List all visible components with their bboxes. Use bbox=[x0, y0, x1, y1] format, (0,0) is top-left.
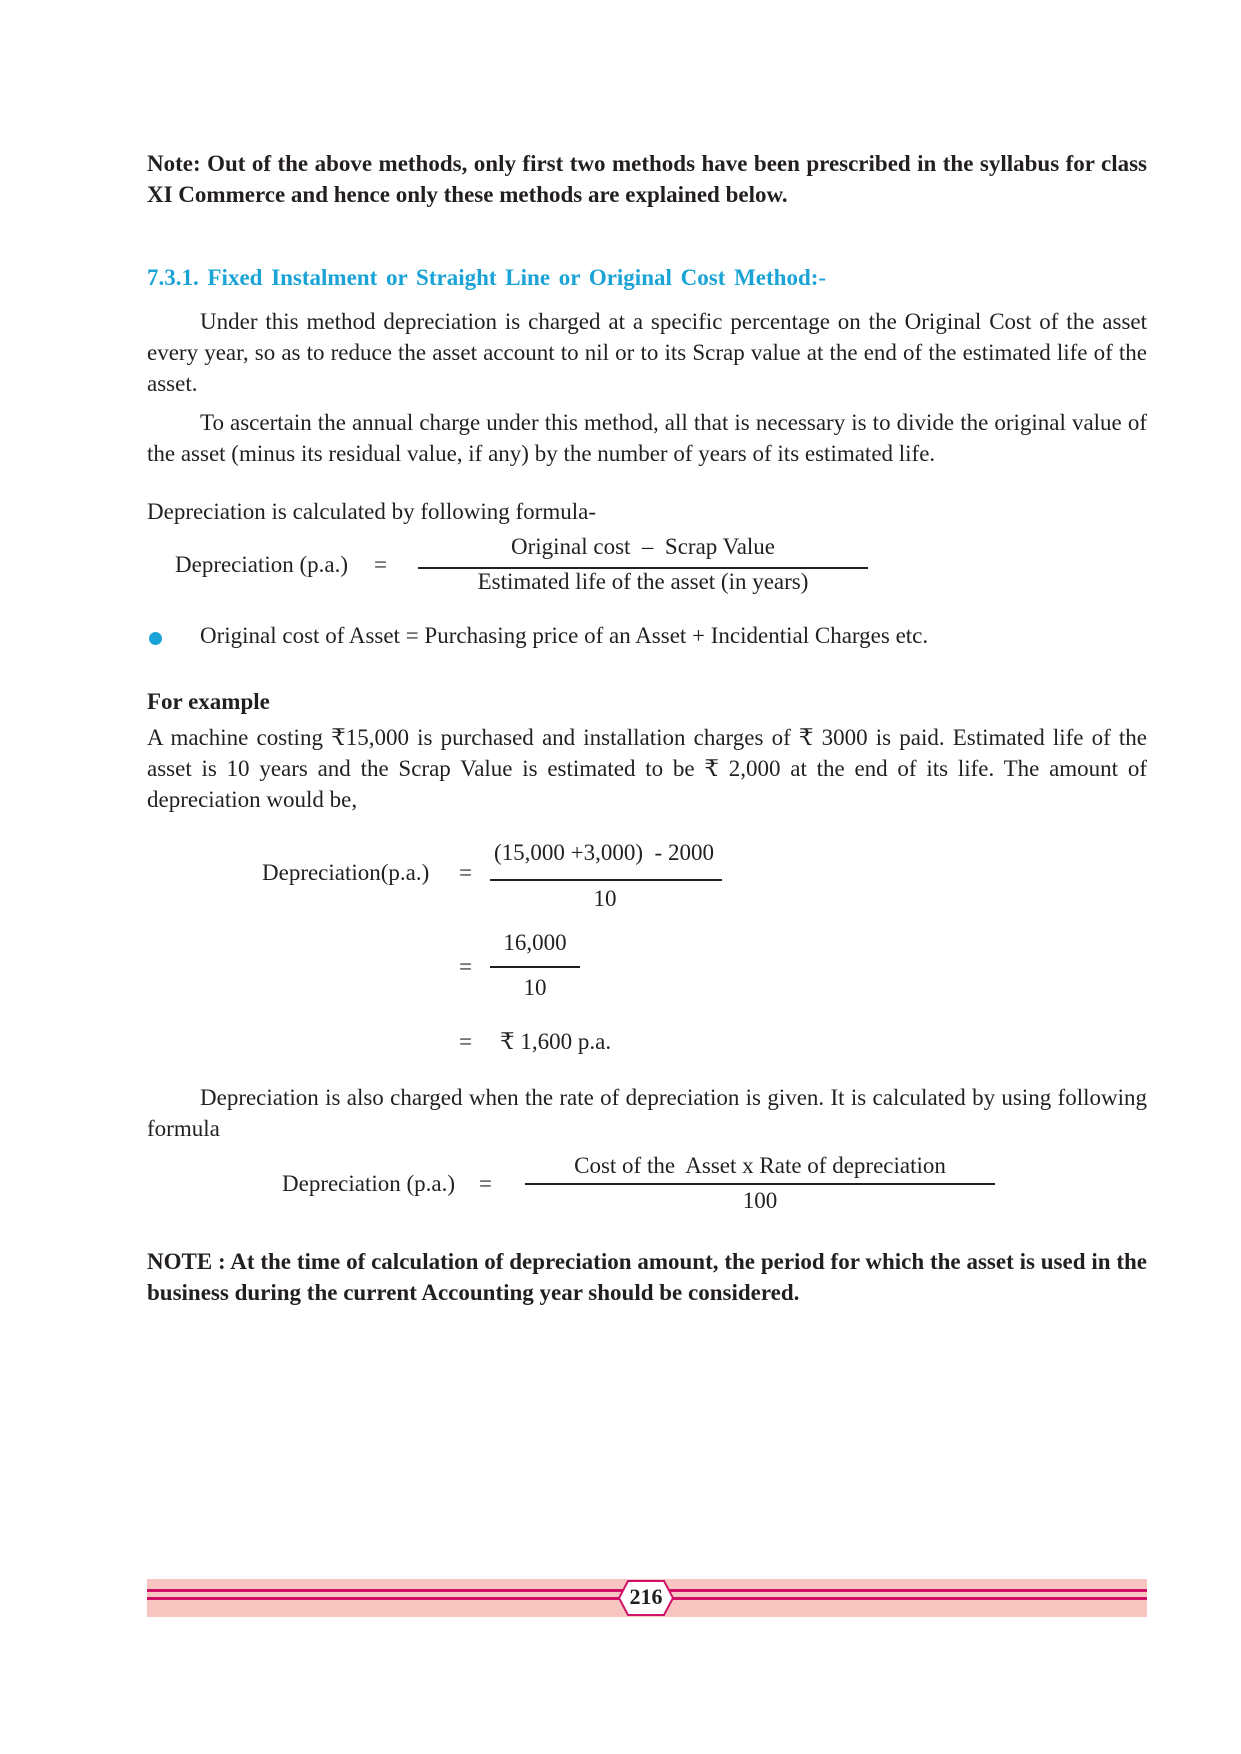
bullet-dot-icon bbox=[149, 632, 162, 645]
page-number: 216 bbox=[629, 1584, 663, 1609]
formula2-fraction-bar bbox=[525, 1183, 995, 1185]
formula-intro: Depreciation is calculated by following formula- bbox=[147, 499, 596, 524]
calc-equals-3: = bbox=[459, 1029, 472, 1054]
example-heading: For example bbox=[147, 689, 270, 714]
bullet-original-cost: Original cost of Asset = Purchasing price of an Asset + Incidential Charges etc. bbox=[200, 623, 929, 648]
note-bottom: NOTE : At the time of calculation of depreciation amount, the period for which the asset is used in the business during the current Accounting year should be considered. bbox=[147, 1249, 1147, 1305]
calc-numerator-1: (15,000 +3,000) - 2000 bbox=[494, 840, 714, 865]
formula1-denominator: Estimated life of the asset (in years) bbox=[477, 569, 809, 594]
calc-denominator-2: 10 bbox=[523, 975, 547, 1000]
example-text: A machine costing ₹15,000 is purchased and installation charges of ₹ 3000 is paid. Estimated life of the asset is 10 years and the Scrap Value is estimated to be ₹ 2,000 at the end of its life. The amount of depreciation would be, bbox=[147, 725, 1147, 812]
calc-denominator-1: 10 bbox=[593, 886, 617, 911]
calc-label: Depreciation(p.a.) bbox=[262, 860, 430, 885]
formula2-equals: = bbox=[479, 1171, 492, 1196]
calc-numerator-2: 16,000 bbox=[503, 930, 567, 955]
section-heading: 7.3.1. Fixed Instalment or Straight Line or Original Cost Method:- bbox=[147, 265, 827, 290]
formula2-label: Depreciation (p.a.) bbox=[282, 1171, 456, 1196]
calc-fraction-bar-1 bbox=[490, 879, 722, 881]
formula1-equals: = bbox=[374, 552, 387, 577]
paragraph-method-description: Under this method depreciation is charged at a specific percentage on the Original Cost of the asset every year, so as to reduce the asset account to nil or to its Scrap value at the end of the estimated life of the asset. bbox=[147, 309, 1147, 396]
formula2-denominator: 100 bbox=[742, 1188, 778, 1213]
calc-fraction-bar-2 bbox=[490, 966, 580, 968]
note-top: Note: Out of the above methods, only first two methods have been prescribed in the syllabus for class XI Commerce and hence only these methods are explained below. bbox=[147, 151, 1147, 207]
paragraph-rate-given: Depreciation is also charged when the rate of depreciation is given. It is calculated by using following formula bbox=[147, 1085, 1147, 1141]
paragraph-annual-charge: To ascertain the annual charge under this method, all that is necessary is to divide the original value of the asset (minus its residual value, if any) by the number of years of its estimated life. bbox=[147, 410, 1147, 466]
formula2-numerator: Cost of the Asset x Rate of depreciation bbox=[574, 1153, 946, 1178]
calc-equals-2: = bbox=[459, 954, 472, 979]
formula1-numerator: Original cost – Scrap Value bbox=[510, 534, 776, 559]
calc-equals-1: = bbox=[459, 860, 472, 885]
calc-result: ₹ 1,600 p.a. bbox=[500, 1029, 612, 1054]
formula1-label: Depreciation (p.a.) bbox=[175, 552, 349, 577]
